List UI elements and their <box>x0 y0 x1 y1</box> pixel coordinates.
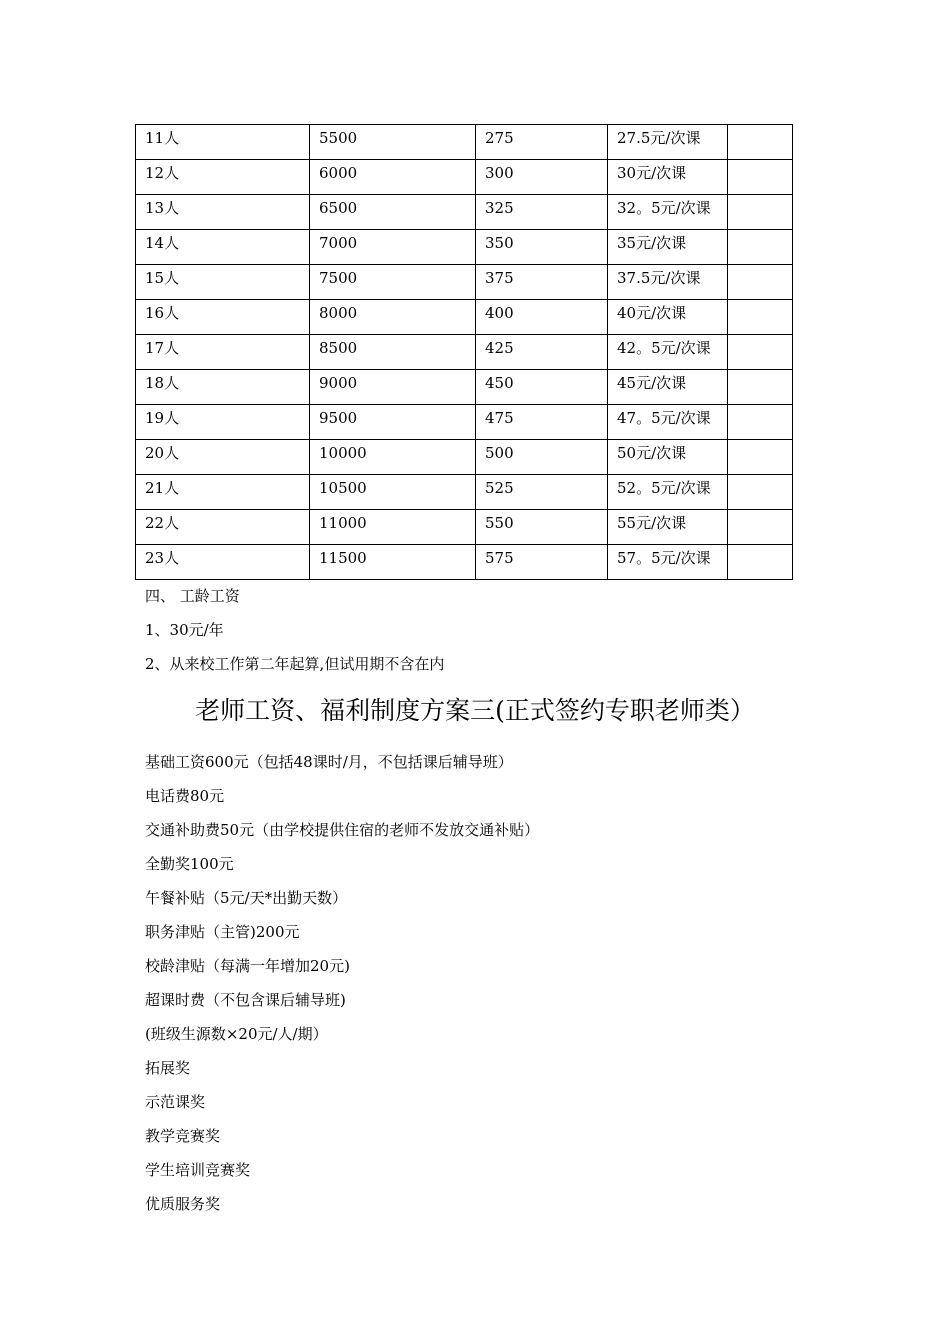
plan-three-item: 午餐补贴（5元/天*出勤天数） <box>145 889 348 907</box>
table-cell: 42。5元/次课 <box>608 335 728 370</box>
plan-three-item: 拓展奖 <box>145 1059 191 1077</box>
table-cell: 575 <box>476 545 608 580</box>
table-cell: 32。5元/次课 <box>608 195 728 230</box>
plan-three-item: 电话费80元 <box>145 787 225 805</box>
seniority-item-1: 1、30元/年 <box>145 621 224 639</box>
table-cell: 50元/次课 <box>608 440 728 475</box>
table-row <box>136 125 793 160</box>
table-cell: 425 <box>476 335 608 370</box>
table-row <box>136 195 793 230</box>
table-cell <box>728 230 793 265</box>
table-cell: 18人 <box>136 370 310 405</box>
section-heading-seniority-pay: 四、 工龄工资 <box>145 587 240 605</box>
plan-three-item: 教学竞赛奖 <box>145 1127 221 1145</box>
plan-three-item: 全勤奖100元 <box>145 855 234 873</box>
table-cell: 7000 <box>310 230 476 265</box>
table-cell: 8000 <box>310 300 476 335</box>
table-cell: 11人 <box>136 125 310 160</box>
table-cell: 11000 <box>310 510 476 545</box>
table-row <box>136 440 793 475</box>
table-cell: 20人 <box>136 440 310 475</box>
plan-three-item: 示范课奖 <box>145 1093 206 1111</box>
table-cell: 9500 <box>310 405 476 440</box>
table-row <box>136 475 793 510</box>
table-cell: 450 <box>476 370 608 405</box>
table-cell <box>728 195 793 230</box>
plan-three-item: 优质服务奖 <box>145 1195 221 1213</box>
table-row <box>136 510 793 545</box>
table-cell: 35元/次课 <box>608 230 728 265</box>
table-cell: 6000 <box>310 160 476 195</box>
table-cell: 10500 <box>310 475 476 510</box>
seniority-item-2: 2、从来校工作第二年起算,但试用期不含在内 <box>145 655 445 673</box>
table-cell: 12人 <box>136 160 310 195</box>
plan-three-item: 学生培训竞赛奖 <box>145 1161 251 1179</box>
table-row <box>136 300 793 335</box>
table-cell: 10000 <box>310 440 476 475</box>
table-cell: 14人 <box>136 230 310 265</box>
table-cell <box>728 265 793 300</box>
table-row <box>136 545 793 580</box>
table-cell: 550 <box>476 510 608 545</box>
table-row <box>136 335 793 370</box>
table-cell <box>728 475 793 510</box>
table-cell: 11500 <box>310 545 476 580</box>
table-cell: 47。5元/次课 <box>608 405 728 440</box>
plan-three-item: 基础工资600元（包括48课时/月，不包括课后辅导班） <box>145 753 513 771</box>
table-row <box>136 230 793 265</box>
table-cell: 350 <box>476 230 608 265</box>
table-cell: 27.5元/次课 <box>608 125 728 160</box>
table-row <box>136 405 793 440</box>
table-cell: 375 <box>476 265 608 300</box>
table-cell <box>728 300 793 335</box>
table-cell: 6500 <box>310 195 476 230</box>
table-cell: 19人 <box>136 405 310 440</box>
table-cell: 13人 <box>136 195 310 230</box>
table-cell: 55元/次课 <box>608 510 728 545</box>
plan-three-item: 超课时费（不包含课后辅导班) <box>145 991 346 1009</box>
plan-three-item: 校龄津贴（每满一年增加20元) <box>145 957 350 975</box>
table-row <box>136 160 793 195</box>
table-cell <box>728 405 793 440</box>
table-cell <box>728 545 793 580</box>
plan-three-item: 职务津贴（主管)200元 <box>145 923 300 941</box>
table-cell: 37.5元/次课 <box>608 265 728 300</box>
table-cell <box>728 440 793 475</box>
table-cell: 15人 <box>136 265 310 300</box>
table-cell: 30元/次课 <box>608 160 728 195</box>
table-cell: 45元/次课 <box>608 370 728 405</box>
table-cell: 525 <box>476 475 608 510</box>
plan-three-title: 老师工资、福利制度方案三(正式签约专职老师类） <box>195 696 755 725</box>
salary-table-body <box>136 125 793 580</box>
table-cell <box>728 160 793 195</box>
table-cell <box>728 510 793 545</box>
table-cell: 325 <box>476 195 608 230</box>
salary-table <box>135 124 793 580</box>
table-cell: 52。5元/次课 <box>608 475 728 510</box>
table-cell: 17人 <box>136 335 310 370</box>
table-cell: 40元/次课 <box>608 300 728 335</box>
plan-three-item: (班级生源数×20元/人/期） <box>145 1025 328 1043</box>
table-cell: 475 <box>476 405 608 440</box>
table-cell: 23人 <box>136 545 310 580</box>
table-cell: 22人 <box>136 510 310 545</box>
table-cell <box>728 125 793 160</box>
table-cell: 275 <box>476 125 608 160</box>
table-row <box>136 370 793 405</box>
table-cell: 400 <box>476 300 608 335</box>
table-cell: 500 <box>476 440 608 475</box>
plan-three-item: 交通补助费50元（由学校提供住宿的老师不发放交通补贴） <box>145 821 540 839</box>
table-cell: 300 <box>476 160 608 195</box>
table-cell <box>728 370 793 405</box>
table-cell: 9000 <box>310 370 476 405</box>
table-cell <box>728 335 793 370</box>
table-cell: 16人 <box>136 300 310 335</box>
table-cell: 21人 <box>136 475 310 510</box>
table-cell: 57。5元/次课 <box>608 545 728 580</box>
table-cell: 7500 <box>310 265 476 300</box>
table-cell: 5500 <box>310 125 476 160</box>
table-cell: 8500 <box>310 335 476 370</box>
table-row <box>136 265 793 300</box>
